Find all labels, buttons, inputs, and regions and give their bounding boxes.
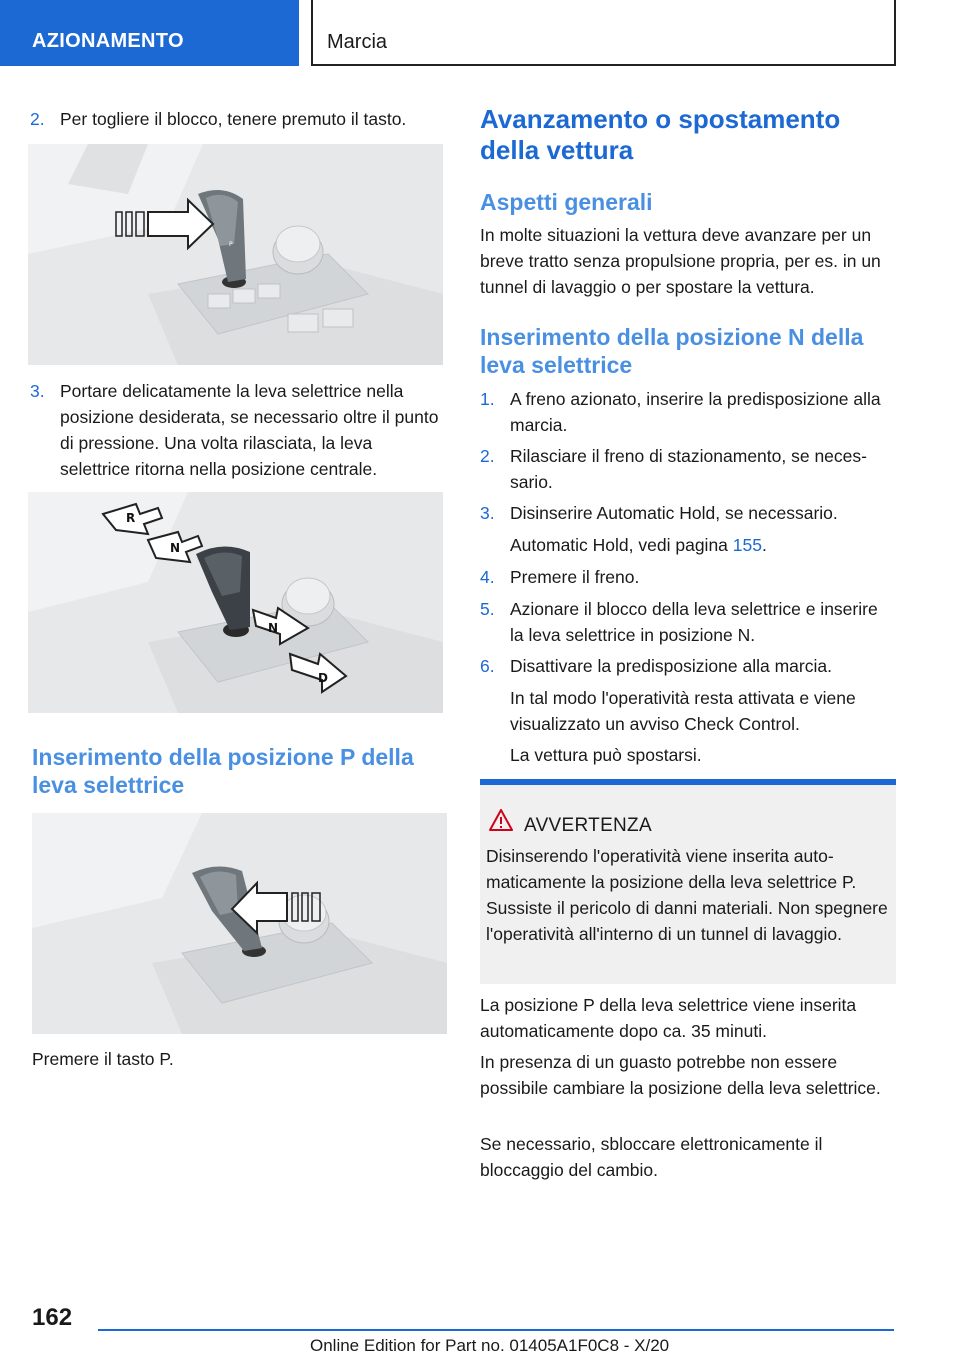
page-reference-link[interactable]: 155 — [732, 535, 762, 555]
gear-label-r: R — [126, 511, 136, 525]
figure-press-button — [28, 144, 443, 365]
gear-label-n-top: N — [170, 541, 181, 555]
heading-position-p: Inserimento della posizione P della leva selettrice — [32, 744, 414, 798]
section-title: AZIONAMENTO — [32, 30, 184, 52]
page-number: 162 — [32, 1304, 73, 1331]
step-number: 3. — [30, 381, 45, 401]
right-step-3 — [480, 500, 896, 526]
fault-text: In presenza di un guasto potrebbe non essere possibile cambiare la posizione della leva selettrice. — [480, 1052, 881, 1098]
press-p-text: Premere il tasto P. — [32, 1049, 174, 1069]
reference-end: . — [761, 535, 767, 555]
step-number: 2. — [30, 109, 45, 129]
edition-note: Online Edition for Part no. 01405A1F0C8 - X/20 — [310, 1336, 670, 1355]
gear-label-d: D — [318, 671, 328, 685]
unlock-text: Se necessario, sbloccare elettronicamente il bloccaggio del cambio. — [480, 1134, 823, 1180]
page-title: Avanzamento o spostamento della vettura — [480, 104, 841, 165]
right-step-2 — [480, 443, 896, 495]
left-step-2 — [30, 106, 444, 132]
section-tab — [0, 0, 299, 66]
warning-title: AVVERTENZA — [524, 815, 652, 836]
step-number: 2. — [480, 446, 495, 466]
step-text: Disinserire Automatic Hold, se necessario. — [510, 503, 838, 523]
chapter-tab — [311, 0, 896, 66]
gear-label-n-bottom: N — [268, 621, 279, 635]
step-3-reference — [480, 532, 896, 558]
left-step-3 — [30, 378, 444, 482]
step-number: 4. — [480, 567, 495, 587]
step-number: 5. — [480, 599, 495, 619]
warning-box — [480, 779, 896, 984]
step-6-note: In tal modo l'operatività resta attivata e viene visualizzato un avviso Check Control. — [510, 688, 856, 734]
step-text: Rilasciare il freno di stazionamento, se necessario. — [510, 446, 867, 492]
step-number: 1. — [480, 389, 495, 409]
auto-p-text: La posizione P della leva selettrice viene inserita automaticamente dopo ca. 35 minuti. — [480, 995, 857, 1041]
right-step-1 — [480, 386, 896, 438]
figure-lever-positions — [28, 492, 443, 713]
chapter-title: Marcia — [327, 31, 388, 53]
figure-press-p — [32, 813, 447, 1034]
reference-text: Automatic Hold, vedi pagina — [510, 535, 733, 555]
warning-text: Disinserendo l'operatività viene inserita automaticamente la posizione della leva selettrice P. Sussiste il pericolo di danni materiali. Non spegnere l'operatività all'interno di un tunnel di lavaggio. — [486, 846, 888, 944]
step-text: Azionare il blocco della leva selettrice e inserire la leva selettrice in posizione N. — [510, 599, 878, 645]
right-step-6 — [480, 653, 896, 679]
step-text: Portare delicatamente la leva selettrice nella posizione desiderata, se necessario oltre il punto di pressione. Una volta rilasciata, la leva selettrice ritorna nella posizione centrale. — [60, 381, 439, 479]
figure-press-p-svg — [32, 813, 447, 1034]
right-step-4 — [480, 564, 896, 590]
step-text: Disattivare la predisposizione alla marcia. — [510, 656, 832, 676]
general-text: In molte situazioni la vettura deve avanzare per un breve tratto senza propulsione propria, per es. in un tunnel di lavaggio o per spostare la vettura. — [480, 225, 881, 297]
figure-lever-positions-svg — [28, 492, 443, 713]
step-text: Premere il freno. — [510, 567, 640, 587]
svg-text:P: P — [229, 241, 233, 248]
step-text: Per togliere il blocco, tenere premuto il tasto. — [60, 109, 407, 129]
figure-press-button-svg — [28, 144, 443, 365]
step-text: A freno azionato, inserire la predisposizione alla marcia. — [510, 389, 881, 435]
right-step-5 — [480, 596, 896, 648]
footer-divider — [98, 1329, 894, 1331]
heading-general: Aspetti generali — [480, 189, 653, 215]
step-number: 3. — [480, 503, 495, 523]
step-6-result: La vettura può spostarsi. — [510, 745, 702, 765]
heading-position-n: Inserimento della posizione N della leva selettrice — [480, 324, 864, 378]
step-number: 6. — [480, 656, 495, 676]
warning-triangle-icon — [489, 809, 513, 831]
